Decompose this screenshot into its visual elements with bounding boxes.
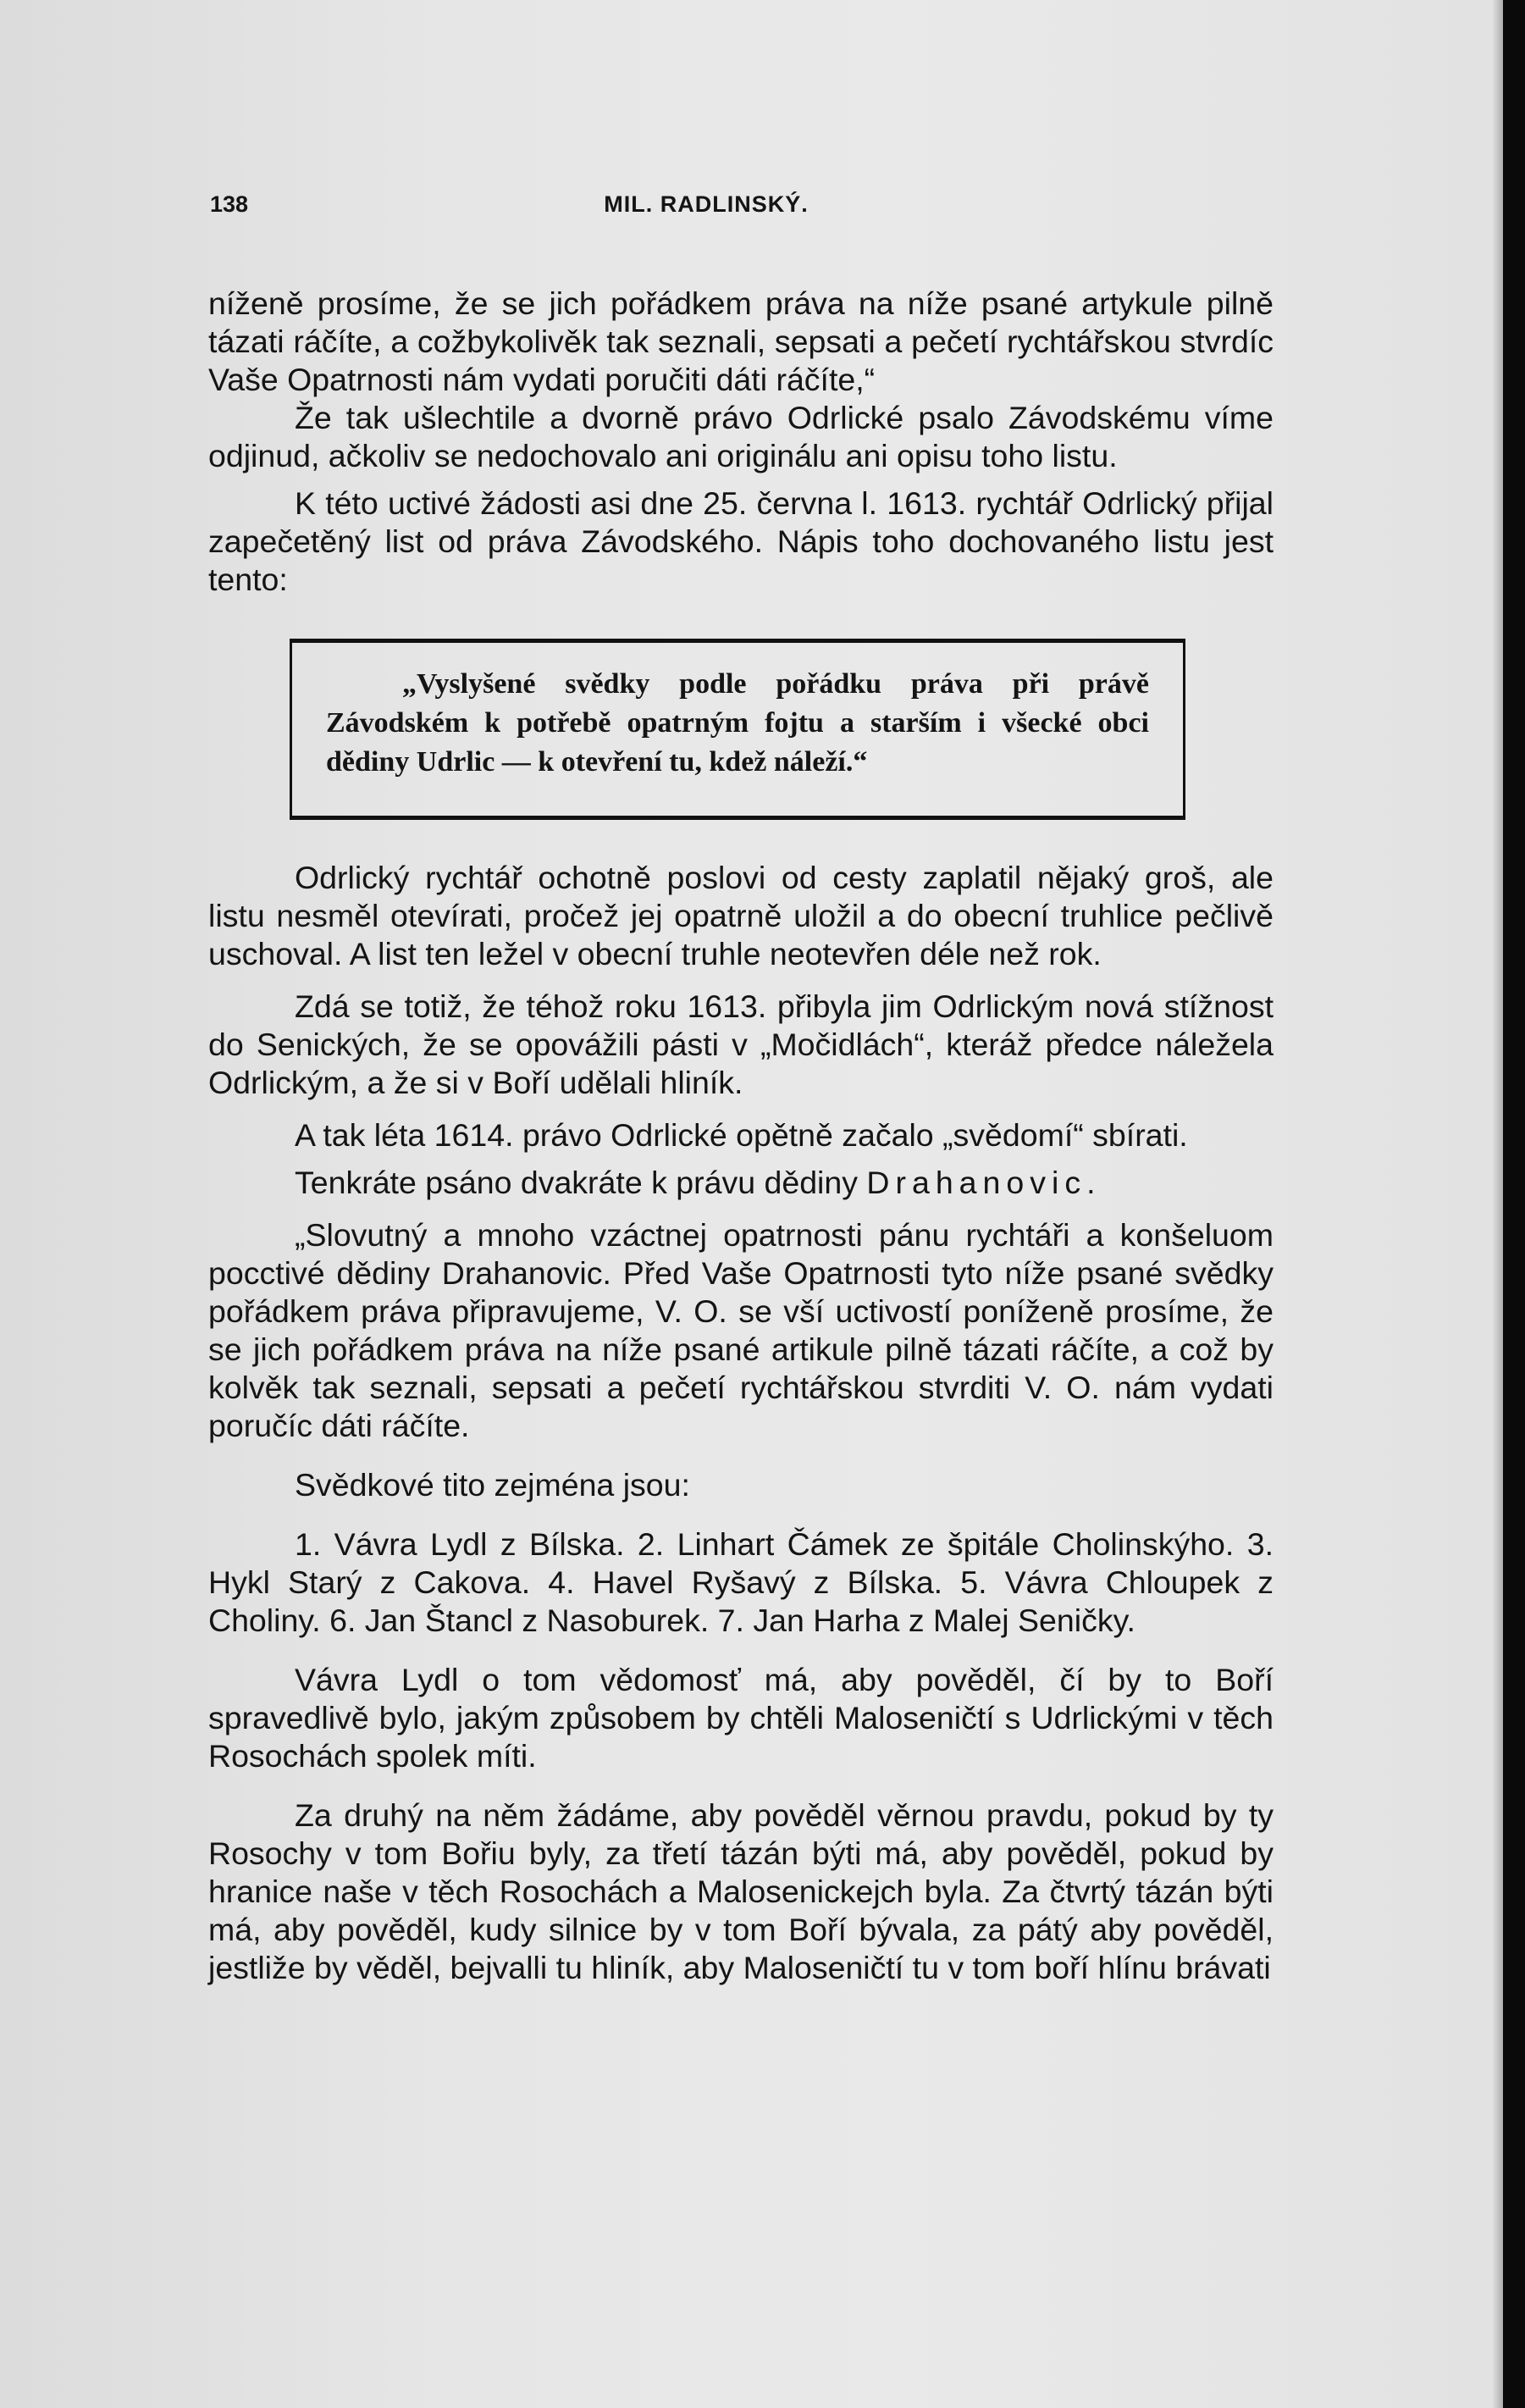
paragraph-first-question: Vávra Lydl o tom vědomosť má, aby pověděl, čí by to Boří spravedlivě bylo, jakým způsobem by chtěli Maloseničtí s Udrlickými v těch Rosochách spolek míti. <box>208 1662 1274 1774</box>
boxed-inscription <box>290 639 1185 820</box>
inscription-text: „Vyslyšené svědky podle pořádku práva při právě Závodském k potřebě opatrným fojtu a starším i všecké obci dědiny Udrlic — k otevření tu, kdež náleží.“ <box>326 668 1149 778</box>
running-title: MIL. RADLINSKÝ. <box>604 191 809 217</box>
paragraph-letter-text: „Slovutný a mnoho vzáctnej opatrnosti pánu rychtáři a konšeluom pocctivé dědiny Drahanovic. Před Vaše Opatrnosti tyto níže psané svědky pořádkem práva připravujeme, V. O. se vší uctivostí poníženě prosíme, že se jich pořádkem práva na níže psané artikule pilně tázati ráčíte, a což by kolvěk tak seznali, sepsati a pečetí rychtářskou stvrditi V. O. nám vydati poručíc dáti ráčíte. <box>208 1217 1274 1443</box>
body-text <box>208 285 1274 1987</box>
paragraph-reeve-messenger: Odrlický rychtář ochotně poslovi od cesty zaplatil nějaký groš, ale listu nesměl otevírati, pročež jej opatrně uložil a do obecní truhlice pečlivě uschoval. A list ten ležel v obecní truhle neotevřen déle než rok. <box>208 860 1274 972</box>
paragraph-witnesses-intro: Svědkové tito zejména jsou: <box>295 1467 690 1503</box>
paragraph-new-complaint: Zdá se totiž, že téhož roku 1613. přibyla jim Odrlickým nová stížnost do Senických, že se opovážili pásti v „Močidlách“, kteráž předce náležela Odrlickým, a že si v Boří udělali hliník. <box>208 988 1274 1100</box>
paragraph-further-questions: Za druhý na něm žádáme, aby pověděl věrnou pravdu, pokud by ty Rosochy v tom Bořiu byly, za třetí tázán býti má, aby pověděl, pokud by hranice naše v těch Rosochách a Malosenickejch byla. Za čtvrtý tázán býti má, aby pověděl, kudy silnice by v tom Boří bývala, za pátý aby pověděl, jestliže by věděl, bejvalli tu hliník, aby Maloseničtí tu v tom boří hlínu brávati <box>208 1797 1274 1985</box>
paragraph-request-ending: níženě prosíme, že se jich pořádkem práva na níže psané artykule pilně tázati ráčíte, a cožbykolivěk tak seznali, sepsati a pečetí rychtářskou stvrdíc Vaše Opatrnosti nám vydati poručiti dáti ráčíte,“ <box>208 285 1274 397</box>
paragraph-witness-list: 1. Vávra Lydl z Bílska. 2. Linhart Čámek ze špitále Cholinskýho. 3. Hykl Starý z Cakova. 4. Havel Ryšavý z Bílska. 5. Vávra Chloupek z Choliny. 6. Jan Štancl z Nasoburek. 7. Jan Harha z Malej Seničky. <box>208 1526 1274 1638</box>
paragraph-testimony-1614: A tak léta 1614. právo Odrlické opětně začalo „svědomí“ sbírati. <box>295 1117 1188 1153</box>
paragraph-sealed-letter: K této uctivé žádosti asi dne 25. června l. 1613. rychtář Odrlický přijal zapečetěný list od práva Závodského. Nápis toho dochovaného listu jest tento: <box>208 485 1274 597</box>
page-edge-shadow <box>1492 0 1503 2408</box>
drahanovic-period: . <box>1086 1165 1096 1200</box>
paragraph-drahanovic-letter <box>208 1164 1274 1202</box>
page-number: 138 <box>210 191 249 217</box>
paragraph-noble-court: Že tak ušlechtile a dvorně právo Odrlické psalo Závodskému víme odjinud, ačkoliv se nedochovalo ani originálu ani opisu toho listu. <box>208 400 1274 473</box>
drahanovic-place-name: Drahanovic <box>866 1165 1087 1200</box>
running-head <box>210 191 1202 225</box>
drahanovic-lead: Tenkráte psáno dvakráte k právu dědiny <box>295 1165 858 1200</box>
